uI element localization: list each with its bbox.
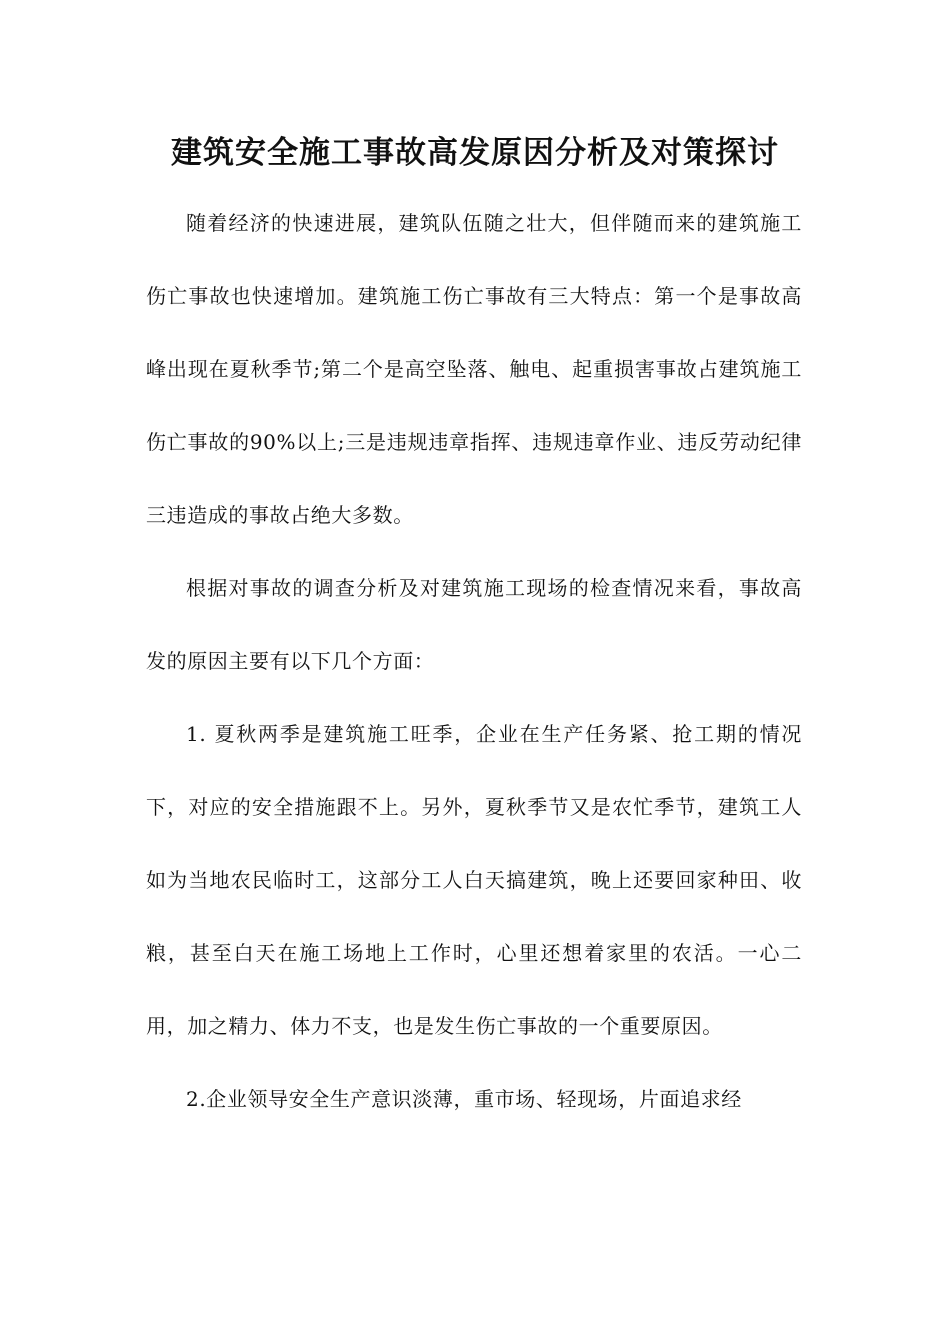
paragraph-intro: 随着经济的快速进展，建筑队伍随之壮大，但伴随而来的建筑施工伤亡事故也快速增加。建筑施工伤亡事故有三大特点：第一个是事故高峰出现在夏秋季节;第二个是高空坠落、触电、起重损害事故占建筑施工伤亡事故的90%以上;三是违规违章指挥、违规违章作业、违反劳动纪律三违造成的事故占绝大多数。 [146, 211, 802, 527]
paragraph-causes-lead: 根据对事故的调查分析及对建筑施工现场的检查情况来看，事故高发的原因主要有以下几个方面： [146, 576, 802, 673]
document-body [146, 187, 802, 1136]
document-title: 建筑安全施工事故高发原因分析及对策探讨 [171, 135, 779, 171]
paragraph-cause-1: 1. 夏秋两季是建筑施工旺季，企业在生产任务紧、抢工期的情况下，对应的安全措施跟不上。另外，夏秋季节又是农忙季节，建筑工人如为当地农民临时工，这部分工人白天搞建筑，晚上还要回家种田、收粮，甚至白天在施工场地上工作时，心里还想着家里的农活。一心二用，加之精力、体力不支，也是发生伤亡事故的一个重要原因。 [146, 722, 802, 1038]
paragraph-cause-2: 2.企业领导安全生产意识淡薄，重市场、轻现场，片面追求经 [186, 1087, 742, 1111]
